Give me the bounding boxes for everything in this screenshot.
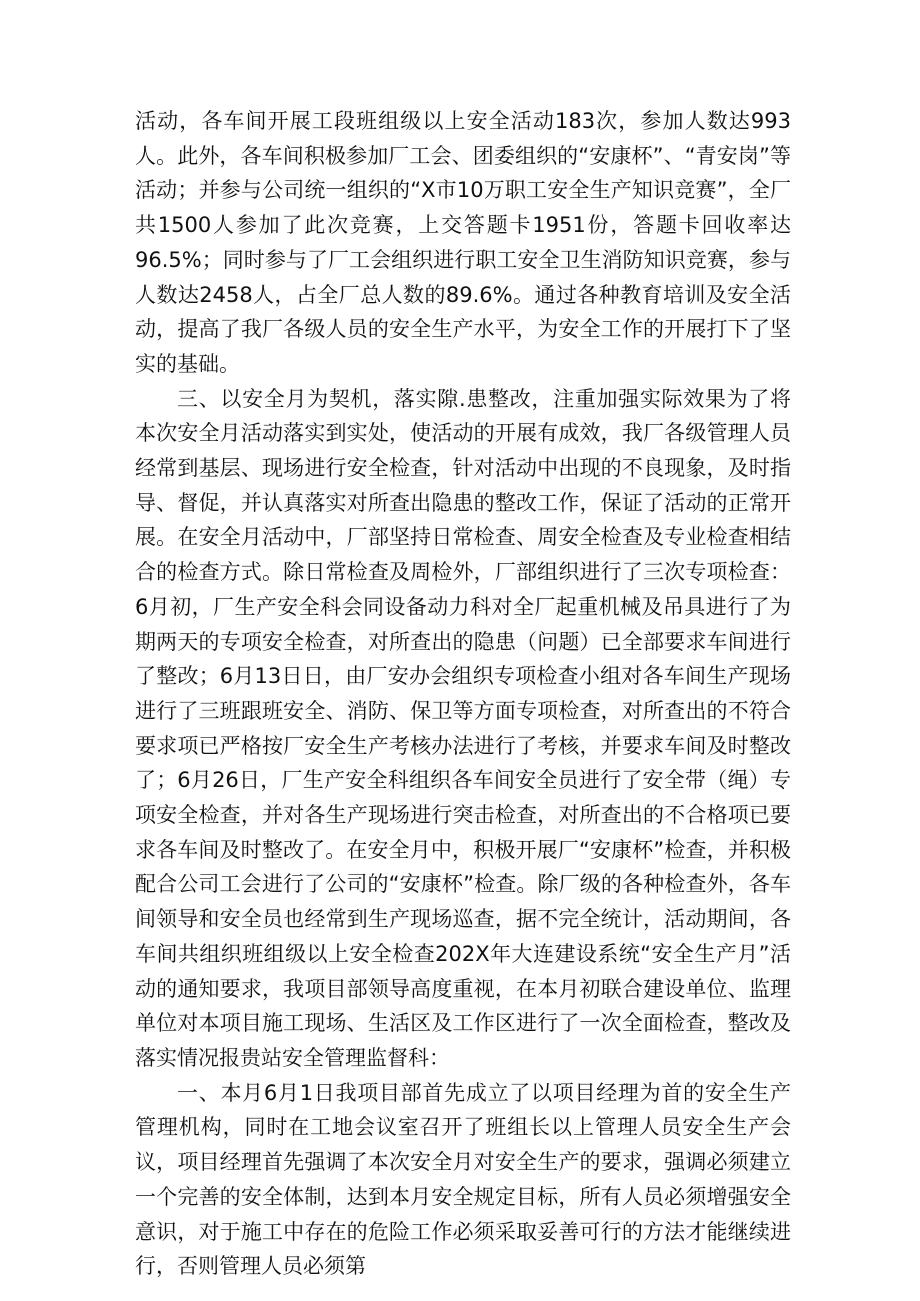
document-body: [135, 104, 791, 1284]
paragraph-section-one: 一、本月6月1日我项目部首先成立了以项目经理为首的安全生产管理机构，同时在工地会议室召开了班组长以上管理人员安全生产会议，项目经理首先强调了本次安全月对安全生产的要求，强调必须建立一个完善的安全体制，达到本月安全规定目标，所有人员必须增强安全意识，对于施工中存在的危险工作必须采取妥善可行的方法才能继续进行，否则管理人员必须第: [135, 1080, 791, 1279]
paragraph-continuation: 活动，各车间开展工段班组级以上安全活动183次，参加人数达993人。此外，各车间积极参加厂工会、团委组织的“安康杯”、“青安岗”等活动；并参与公司统一组织的“X市10万职工安全生产知识竞赛”，全厂共1500人参加了此次竞赛，上交答题卡1951份，答题卡回收率达96.5%；同时参与了厂工会组织进行职工安全卫生消防知识竞赛，参与人数达2458人，占全厂总人数的89.6%。通过各种教育培训及安全活动，提高了我厂各级人员的安全生产水平，为安全工作的开展打下了坚实的基础。: [135, 109, 791, 376]
paragraph-section-three: 三、以安全月为契机，落实隙.患整改，注重加强实际效果为了将本次安全月活动落实到实处，使活动的开展有成效，我厂各级管理人员经常到基层、现场进行安全检查，针对活动中出现的不良现象，及时指导、督促，并认真落实对所查出隐患的整改工作，保证了活动的正常开展。在安全月活动中，厂部坚持日常检查、周安全检查及专业检查相结合的检查方式。除日常检查及周检外，厂部组织进行了三次专项检查：6月初，厂生产安全科会同设备动力科对全厂起重机械及吊具进行了为期两天的专项安全检查，对所查出的隐患（问题）已全部要求车间进行了整改；6月13日日，由厂安办会组织专项检查小组对各车间生产现场进行了三班跟班安全、消防、保卫等方面专项检查，对所查出的不符合要求项已严格按厂安全生产考核办法进行了考核，并要求车间及时整改了；6月26日，厂生产安全科组织各车间安全员进行了安全带（绳）专项安全检查，并对各生产现场进行突击检查，对所查出的不合格项已要求各车间及时整改了。在安全月中，积极开展厂“安康杯”检查，并积极配合公司工会进行了公司的“安康杯”检查。除厂级的各种检查外，各车间领导和安全员也经常到生产现场巡查，据不完全统计，活动期间，各车间共组织班组级以上安全检查202X年大连建设系统“安全生产月”活动的通知要求，我项目部领导高度重视，在本月初联合建设单位、监理单位对本项目施工现场、生活区及工作区进行了一次全面检查，整改及落实情况报贵站安全管理监督科：: [135, 386, 791, 1070]
